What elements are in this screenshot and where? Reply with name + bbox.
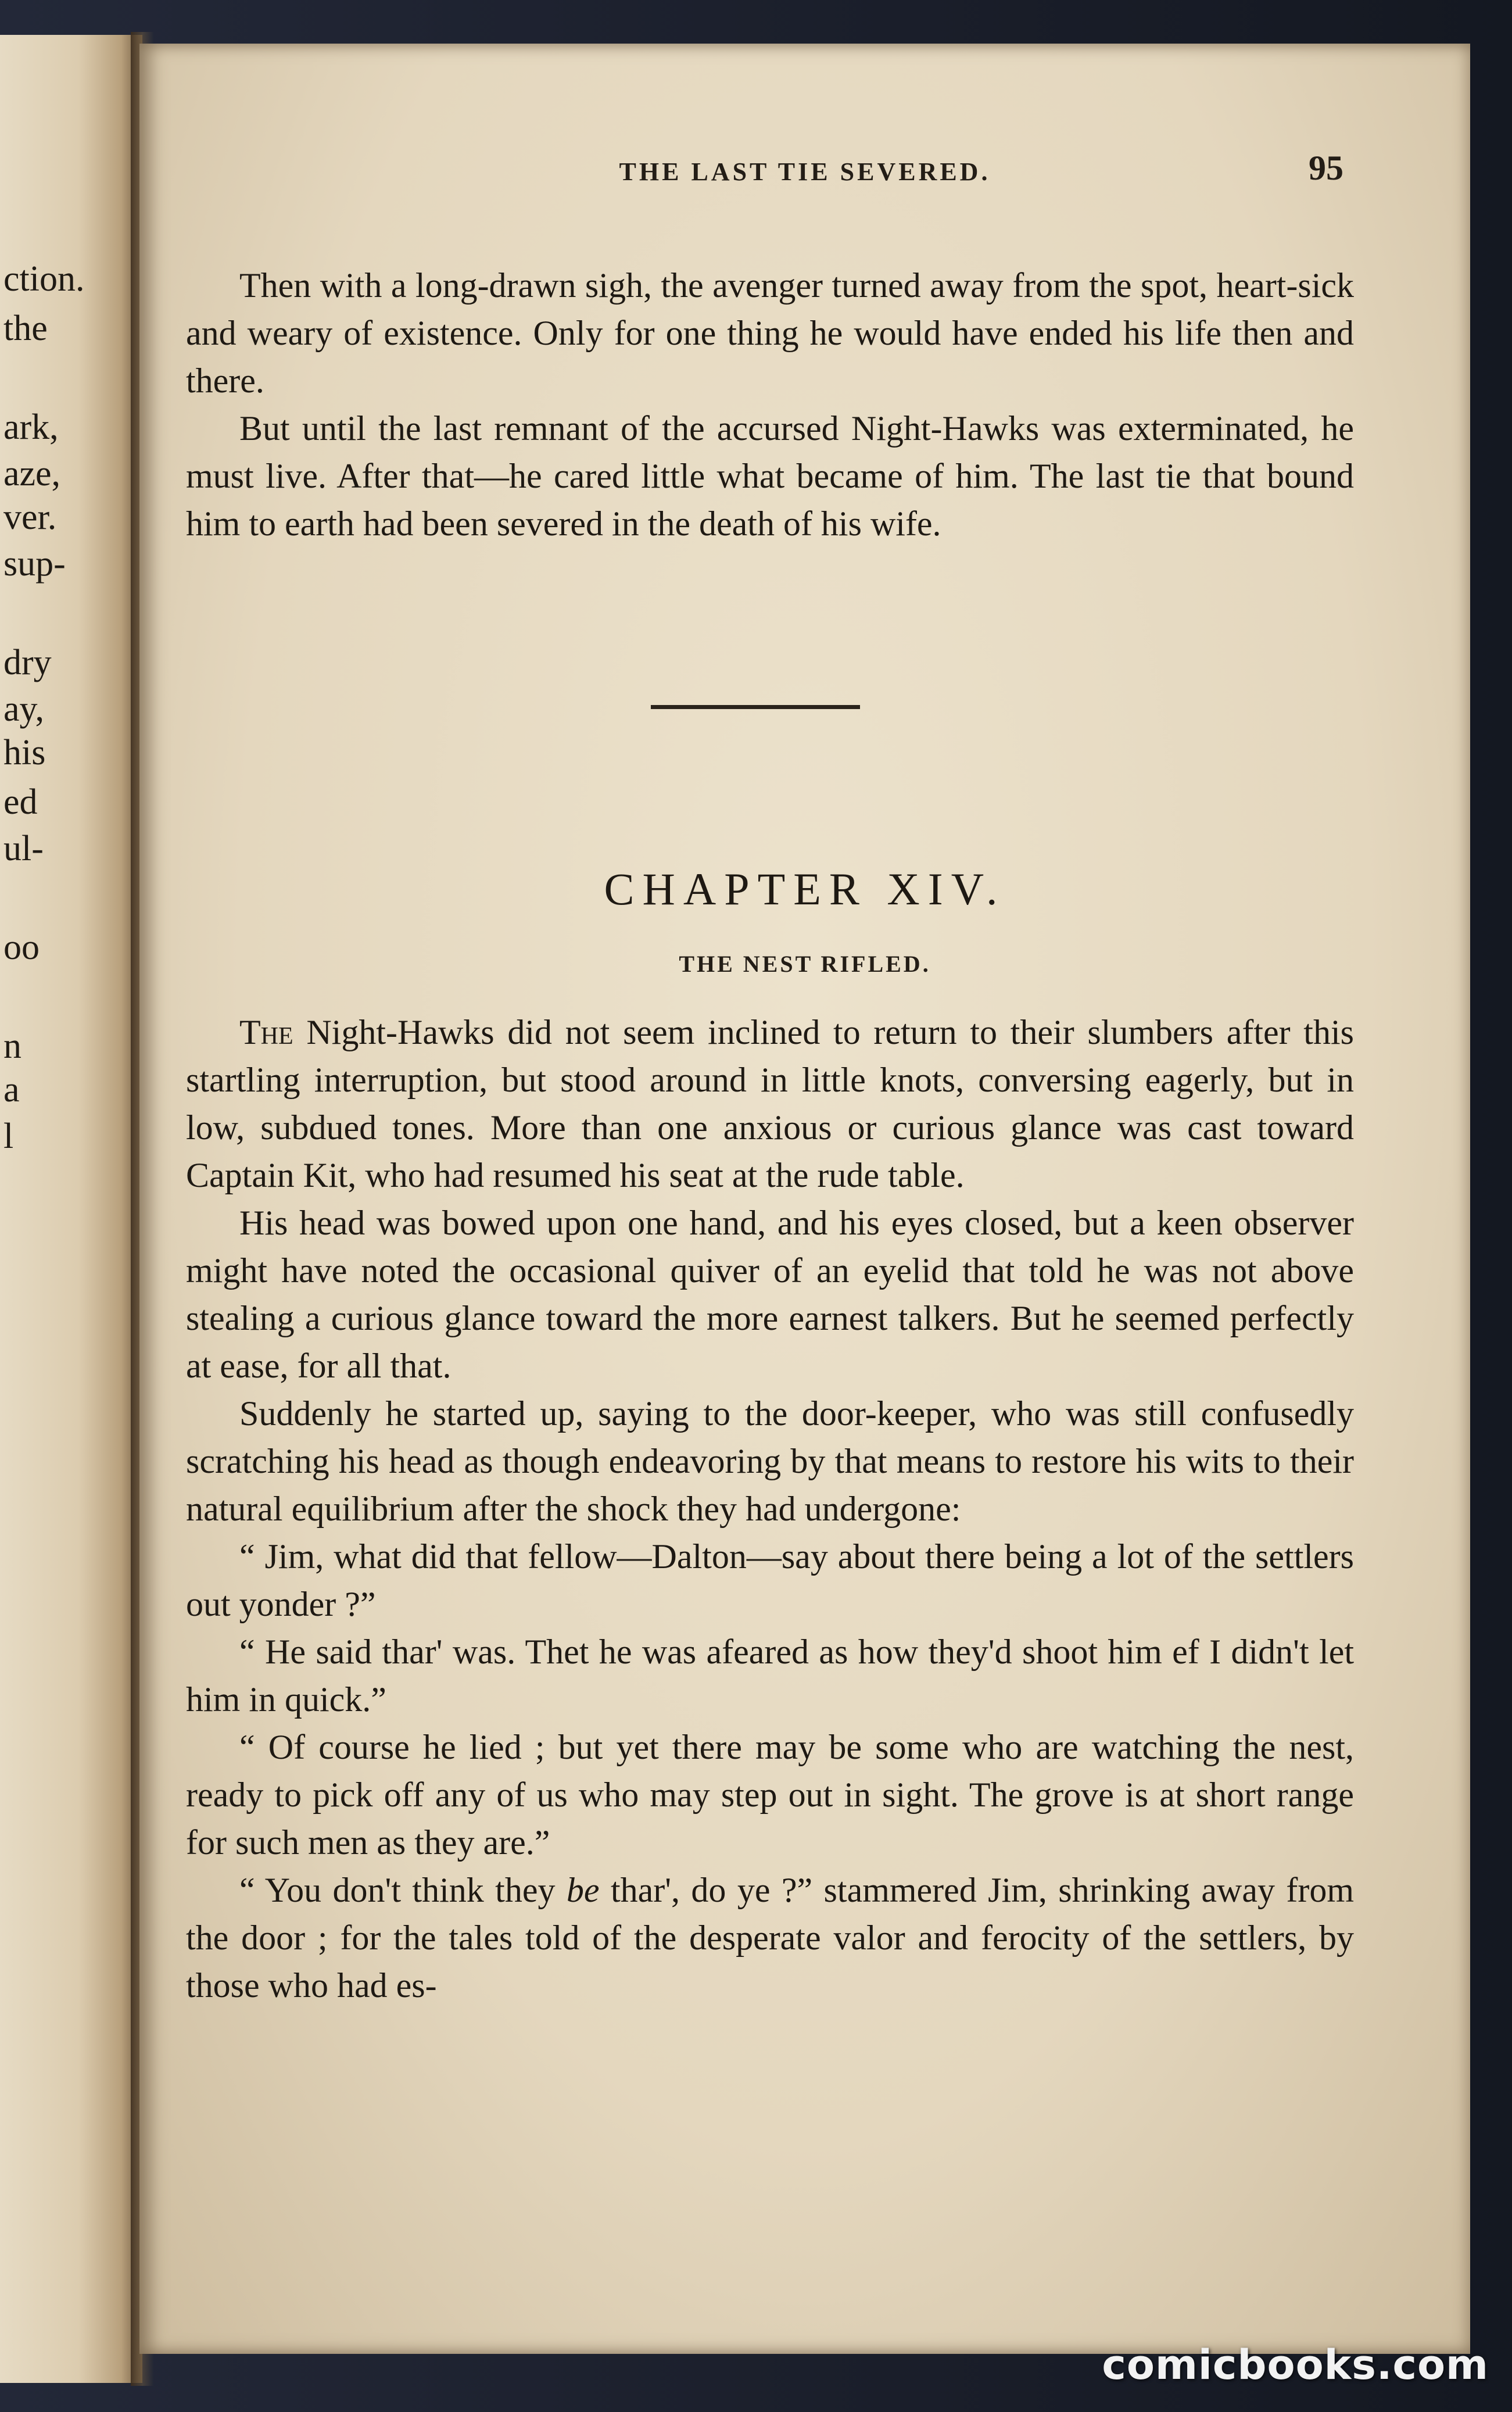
dialogue-paragraph: “ He said thar' was. Thet he was afeared as how they'd shoot him ef I didn't let him in quick.” [186,1633,1354,1719]
left-page-text-fragment: aze, [3,454,61,493]
book-page [139,44,1470,2354]
chapter-first-para-text: Night-Hawks did not seem inclined to return to their slumbers after this startling interruption, but stood around in little knots, conversing eagerly, but in low, subdued tones. More than one anxious or curious glance was cast toward Captain Kit, who had resumed his seat at the rude table. [186,1013,1354,1194]
dialogue-paragraph: “ Of course he lied ; but yet there may be some who are watching the nest, ready to pick off any of us who may step out in sight. The grove is at short range for such men as they are.” [186,1728,1354,1862]
left-page-text-fragment: ul- [3,829,44,868]
left-page-text-fragment: n [3,1026,22,1066]
left-page-text-fragment: a [3,1070,20,1110]
dialogue-paragraph [186,1866,1354,2009]
paragraph: Then with a long-drawn sigh, the avenger turned away from the spot, heart-sick and weary of existence. Only for one thing he would have ended his life then and there. [186,266,1354,400]
chapter-subtitle: THE NEST RIFLED. [679,951,931,977]
left-page-text-fragment: ark, [3,407,59,447]
running-head: THE LAST TIE SEVERED. [619,158,991,186]
left-page-text-fragment: the [3,309,48,348]
paragraph: His head was bowed upon one hand, and his eyes closed, but a keen observer might have noted the occasional quiver of an eyelid that told he was not above stealing a curious glance toward the more earnest talkers. But he seemed perfectly at ease, for all that. [186,1204,1354,1385]
left-page-text-fragment: sup- [3,544,66,584]
top-text-block [186,262,1354,547]
left-page-text-fragment: ed [3,782,38,822]
left-page-text-fragment: dry [3,643,52,682]
site-watermark: comicbooks.com [1102,2341,1489,2389]
left-page-text-fragment: his [3,733,46,772]
left-page-text-fragment: l [3,1116,14,1156]
left-page-text-fragment: oo [3,928,40,967]
chapter-first-word: The [239,1013,293,1051]
chapter-text-block [186,1008,1354,2009]
section-divider [651,705,860,709]
dialogue-text: thar', do ye ?” stammered Jim, shrinking away from the door ; for the tales told of the desperate valor and ferocity of the settlers, by those who had es- [186,1871,1354,2005]
dialogue-paragraph: “ Jim, what did that fellow—Dalton—say about there being a lot of the settlers out yonder ?” [186,1537,1354,1623]
paragraph: But until the last remnant of the accursed Night-Hawks was exterminated, he must live. After that—he cared little what became of him. The last tie that bound him to earth had been severed in the death of his wife. [186,409,1354,543]
paragraph [186,1008,1354,1199]
left-page-text-fragment: ver. [3,498,57,537]
left-facing-page [0,35,142,2383]
left-page-text-fragment: ction. [3,259,85,299]
paragraph: Suddenly he started up, saying to the door-keeper, who was still confusedly scratching his head as though endeavoring by that means to restore his wits to their natural equilibrium after the shock they had undergone: [186,1394,1354,1528]
chapter-title: CHAPTER XIV. [604,864,1006,914]
page-number: 95 [1309,149,1343,187]
emphasized-word: be [566,1871,600,1909]
left-page-text-fragment: ay, [3,689,44,729]
dialogue-text: “ You don't think they [239,1871,567,1909]
